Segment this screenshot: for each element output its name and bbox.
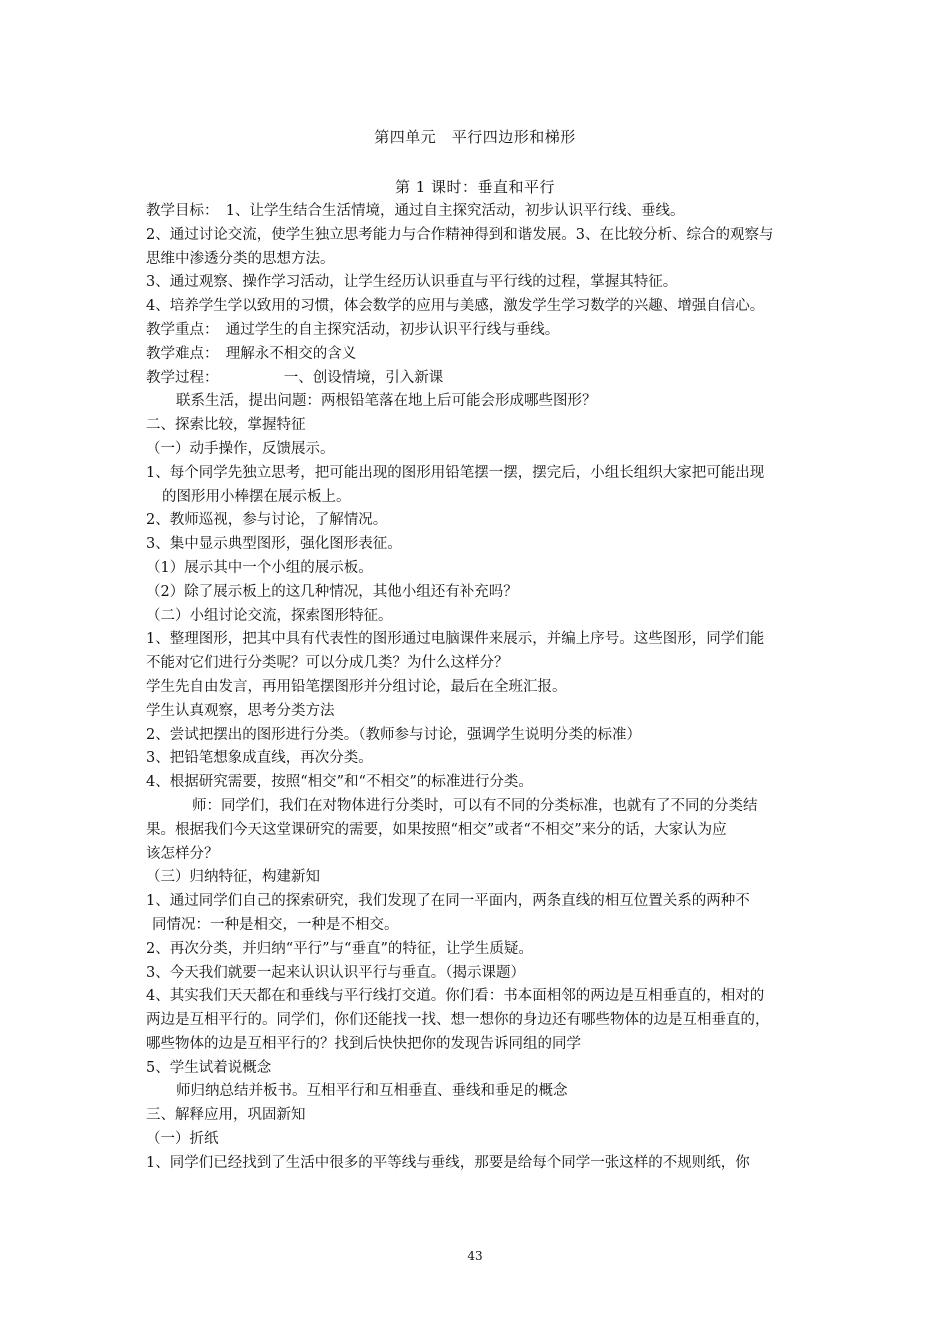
text-line: （一）动手操作，反馈展示。 — [146, 440, 335, 457]
text-line: （三）归纳特征，构建新知 — [146, 869, 320, 886]
text-line: 3、集中显示典型图形，强化图形表征。 — [146, 536, 402, 553]
text-line: 果。根据我们今天这堂课研究的需要，如果按照“相交”或者“不相交”来分的话，大家认为应 — [146, 821, 727, 838]
text-line: 师归纳总结并板书。互相平行和互相垂直、垂线和垂足的概念 — [176, 1083, 568, 1100]
page-number: 43 — [467, 1249, 483, 1263]
text-line: （1）展示其中一个小组的展示板。 — [146, 559, 373, 576]
text-line: 该怎样分？ — [146, 845, 219, 862]
text-line: （一）折纸 — [146, 1131, 219, 1148]
text-line: 教学重点： 通过学生的自主探究活动，初步认识平行线与垂线。 — [146, 321, 560, 338]
text-line: 4、其实我们天天都在和垂线与平行线打交道。你们看：书本面相邻的两边是互相垂直的，相对的 — [146, 988, 765, 1005]
text-line: 的图形用小棒摆在展示板上。 — [162, 488, 351, 505]
text-line: 1、通过同学们自己的探索研究，我们发现了在同一平面内，两条直线的相互位置关系的两种不 — [146, 893, 750, 910]
text-line: 3、把铅笔想象成直线，再次分类。 — [146, 750, 373, 767]
text-line: 联系生活，提出问题：两根铅笔落在地上后可能会形成哪些图形？ — [176, 393, 597, 410]
text-line: 教学难点： 理解永不相交的含义 — [146, 345, 357, 362]
text-line: 3、今天我们就要一起来认识认识平行与垂直。（揭示课题） — [146, 964, 525, 981]
text-line: 2、通过讨论交流，使学生独立思考能力与合作精神得到和谐发展。3、在比较分析、综合的观察与 — [146, 226, 774, 243]
text-line: 师：同学们，我们在对物体进行分类时，可以有不同的分类标准，也就有了不同的分类结 — [192, 797, 758, 814]
text-line: 2、再次分类，并归纳“平行”与“垂直”的特征，让学生质疑。 — [146, 940, 533, 957]
text-line: 4、培养学生学以致用的习惯，体会数学的应用与美感，激发学生学习数学的兴趣、增强自信心。 — [146, 298, 765, 315]
text-line: 1、每个同学先独立思考，把可能出现的图形用铅笔摆一摆，摆完后，小组长组织大家把可能出现 — [146, 464, 765, 481]
lesson-body — [146, 200, 846, 1176]
text-line: 不能对它们进行分类呢？可以分成几类？为什么这样分？ — [146, 655, 509, 672]
unit-title: 第四单元 平行四边形和梯形 — [374, 128, 576, 146]
text-line: 同情况：一种是相交，一种是不相交。 — [152, 916, 399, 933]
text-line: （二）小组讨论交流，探索图形特征。 — [146, 607, 393, 624]
text-line: 二、探索比较，掌握特征 — [146, 417, 306, 434]
text-line: 1、整理图形，把其中具有代表性的图形通过电脑课件来展示，并编上序号。这些图形，同学们能 — [146, 631, 765, 648]
text-line: 5、学生试着说概念 — [146, 1059, 272, 1076]
text-line: 哪些物体的边是互相平行的？找到后快快把你的发现告诉同组的同学 — [146, 1035, 581, 1052]
text-line: 两边是互相平行的。同学们，你们还能找一找、想一想你的身边还有哪些物体的边是互相垂直的， — [146, 1012, 770, 1029]
text-line: 2、教师巡视，参与讨论，了解情况。 — [146, 512, 388, 529]
text-line: 教学过程： 一、创设情境，引入新课 — [146, 369, 444, 386]
text-line: 4、根据研究需要，按照“相交”和“不相交”的标准进行分类。 — [146, 774, 533, 791]
text-line: 三、解释应用，巩固新知 — [146, 1107, 306, 1124]
text-line: 1、同学们已经找到了生活中很多的平等线与垂线，那要是给每个同学一张这样的不规则纸，你 — [146, 1154, 750, 1171]
lesson-title: 第 1 课时：垂直和平行 — [394, 178, 556, 196]
text-line: 2、尝试把摆出的图形进行分类。（教师参与讨论，强调学生说明分类的标准） — [146, 726, 641, 743]
text-line: 学生先自由发言，再用铅笔摆图形并分组讨论，最后在全班汇报。 — [146, 678, 567, 695]
text-line: 思维中渗透分类的思想方法。 — [146, 250, 335, 267]
text-line: 教学目标： 1、让学生结合生活情境，通过自主探究活动，初步认识平行线、垂线。 — [146, 203, 685, 219]
text-line: 3、通过观察、操作学习活动，让学生经历认识垂直与平行线的过程，掌握其特征。 — [146, 274, 678, 291]
text-line: （2）除了展示板上的这几种情况，其他小组还有补充吗？ — [146, 583, 518, 600]
text-line: 学生认真观察，思考分类方法 — [146, 702, 335, 719]
